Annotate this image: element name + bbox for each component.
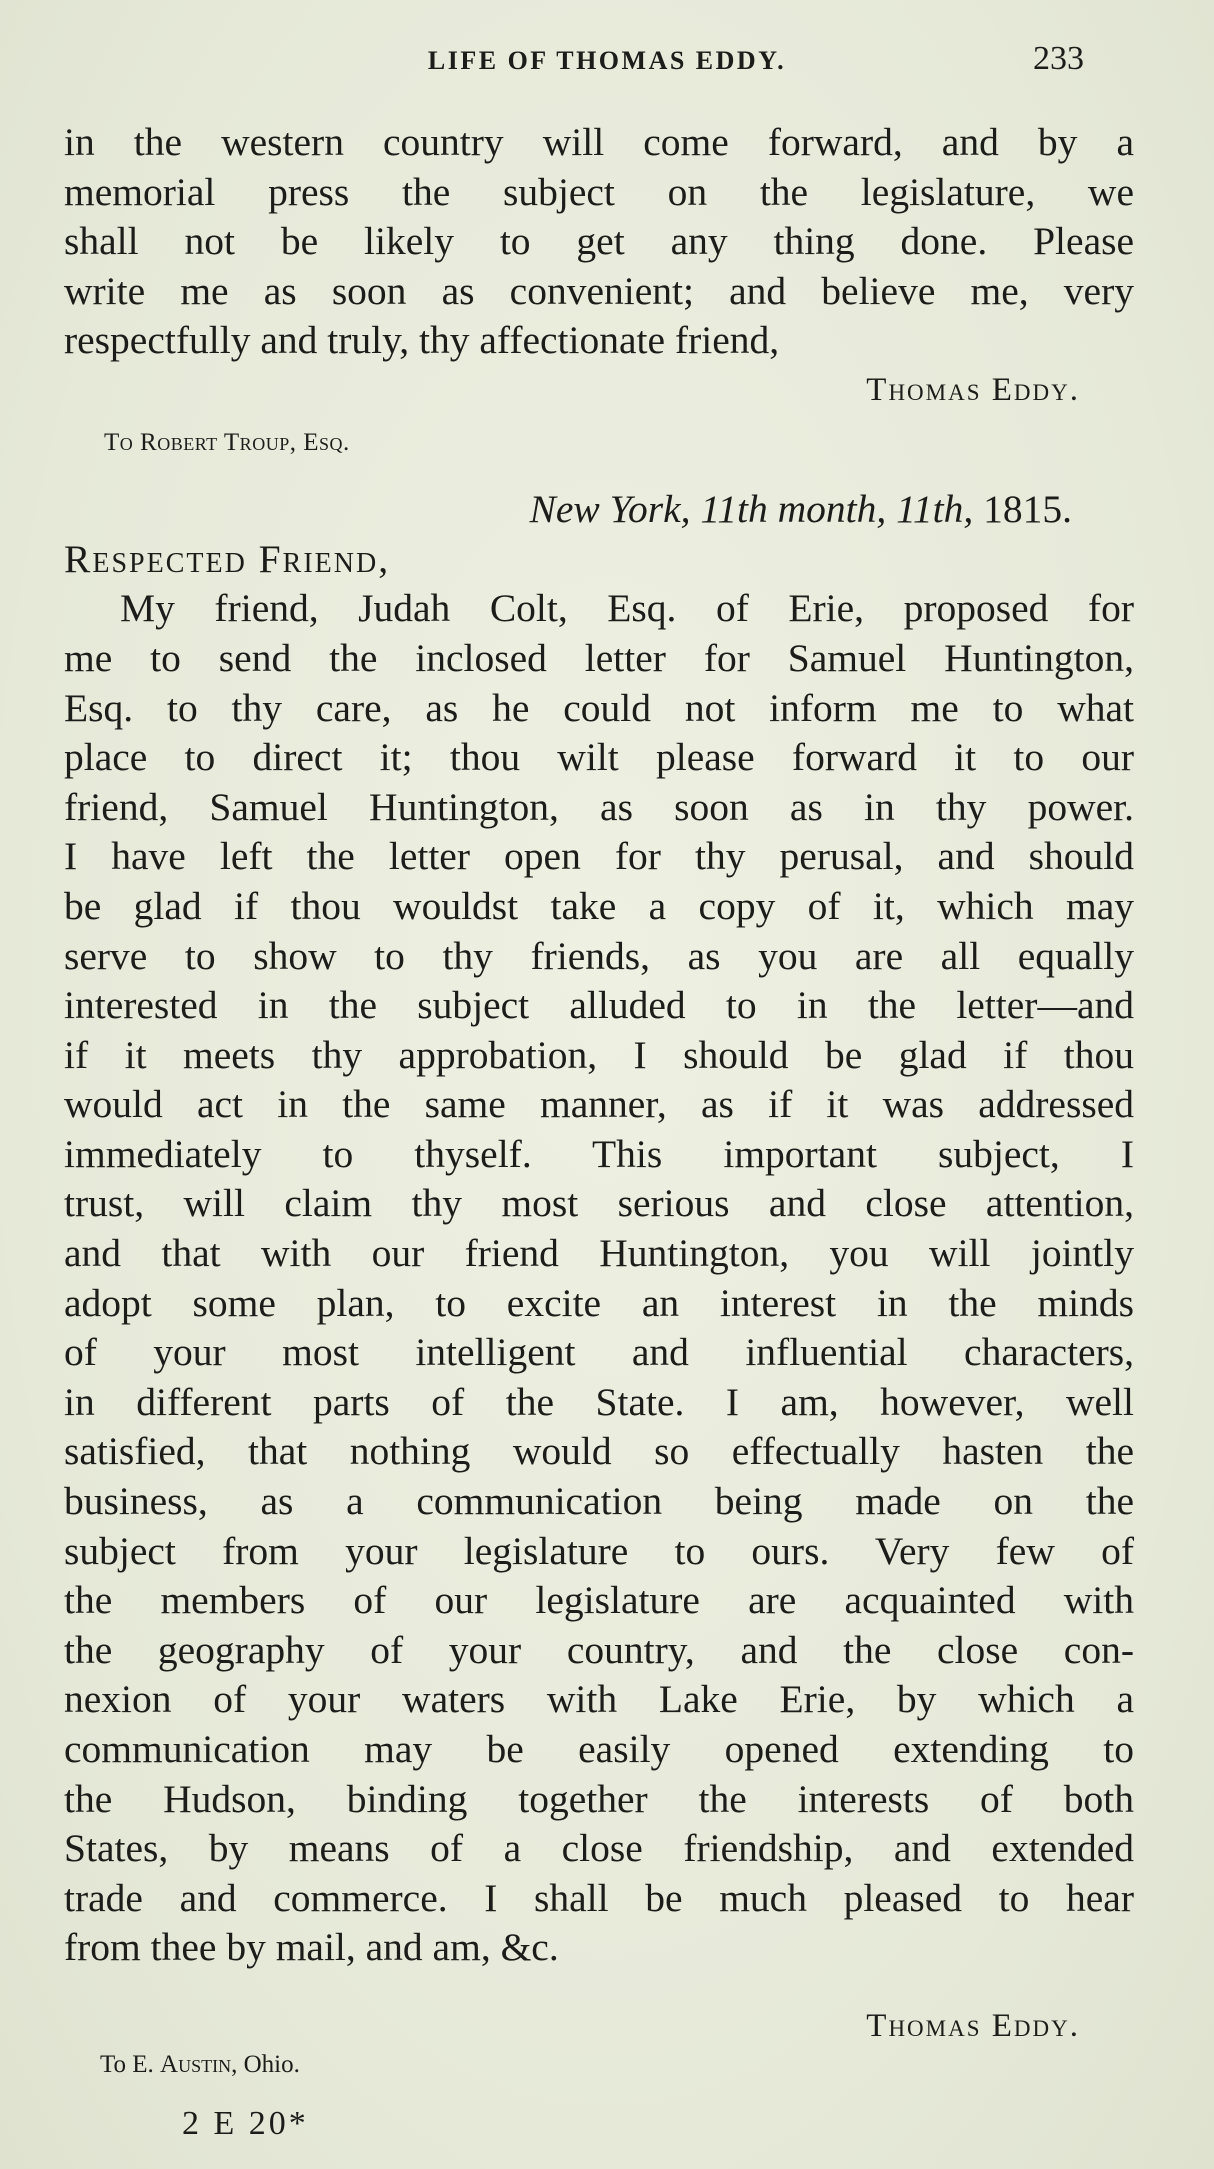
recipient-prefix: To E. [100, 2051, 161, 2078]
dateline-place: New York, [529, 487, 691, 532]
text-line: be glad if thou wouldst take a copy of it, which may [64, 883, 1134, 928]
letter-2 [64, 485, 1134, 1973]
text-line: respectfully and truly, thy affectionate friend, [64, 318, 780, 363]
text-line: I have left the letter open for thy perusal, and should [64, 834, 1134, 879]
text-line: in different parts of the State. I am, however, well [64, 1379, 1134, 1424]
text-line: subject from your legislature to ours. Very few of [64, 1528, 1134, 1573]
text-line: communication may be easily opened extending to [64, 1727, 1134, 1771]
page-number: 233 [1033, 40, 1084, 77]
letter-1-continuation [64, 118, 1134, 467]
dateline-month: 11th month, [700, 487, 887, 532]
text-line: if it meets thy approbation, I should be glad if thou [64, 1032, 1134, 1077]
text-line: nexion of your waters with Lake Erie, by which a [64, 1677, 1134, 1722]
text-line: from thee by mail, and am, &c. [64, 1925, 559, 1970]
letter-1-signature: Thomas Eddy. [866, 371, 1080, 408]
text-line: friend, Samuel Huntington, as soon as in thy power. [64, 784, 1134, 829]
text-line: memorial press the subject on the legislature, we [64, 169, 1134, 214]
text-line: place to direct it; thou wilt please forward it to our [64, 735, 1134, 780]
text-line: the geography of your country, and the close con- [64, 1627, 1134, 1672]
letter-1-recipient: To Robert Troup, Esq. [104, 428, 350, 456]
text-line: Esq. to thy care, as he could not inform me to what [64, 685, 1134, 730]
text-line: trust, will claim thy most serious and close attention, [64, 1181, 1134, 1226]
text-line: satisfied, that nothing would so effectually hasten the [64, 1429, 1134, 1474]
text-line: the Hudson, binding together the interests of both [64, 1776, 1134, 1821]
page-header [60, 38, 1154, 88]
text-line: shall not be likely to get any thing done. Please [64, 219, 1134, 264]
text-line: would act in the same manner, as if it was addressed [64, 1082, 1134, 1127]
text-line: of your most intelligent and influential characters, [64, 1330, 1134, 1375]
salutation: Respected Friend, [64, 536, 391, 581]
text-line: My friend, Judah Colt, Esq. of Erie, proposed for [120, 586, 1134, 631]
text-line: in the western country will come forward, and by a [64, 120, 1134, 164]
recipient-suffix: , Ohio. [231, 2051, 300, 2078]
text-line: serve to show to thy friends, as you are all equally [64, 933, 1134, 978]
text-line: me to send the inclosed letter for Samuel Huntington, [64, 635, 1134, 680]
text-line: States, by means of a close friendship, and extended [64, 1826, 1134, 1871]
text-line: business, as a communication being made on the [64, 1479, 1134, 1524]
text-line: immediately to thyself. This important subject, I [64, 1131, 1134, 1176]
letter-2-signature: Thomas Eddy. [866, 2008, 1080, 2044]
letter-2-recipient [64, 2051, 1134, 2079]
body-text [64, 118, 1134, 1973]
dateline-year: 1815. [983, 487, 1072, 532]
running-head: LIFE OF THOMAS EDDY. [427, 46, 787, 75]
text-line: the members of our legislature are acquainted with [64, 1578, 1134, 1623]
printer-signature-mark: 2 E 20* [182, 2105, 309, 2142]
text-line: interested in the subject alluded to in the letter—and [64, 983, 1134, 1028]
dateline-day: 11th, [896, 487, 974, 532]
text-line: trade and commerce. I shall be much pleased to hear [64, 1875, 1134, 1920]
dateline [64, 485, 1134, 535]
text-line: and that with our friend Huntington, you will jointly [64, 1231, 1134, 1276]
text-line: write me as soon as convenient; and believe me, very [64, 268, 1134, 313]
recipient-name: Austin [160, 2051, 232, 2078]
text-line: adopt some plan, to excite an interest in the minds [64, 1280, 1134, 1325]
letter-2-closing [64, 2008, 1134, 2079]
